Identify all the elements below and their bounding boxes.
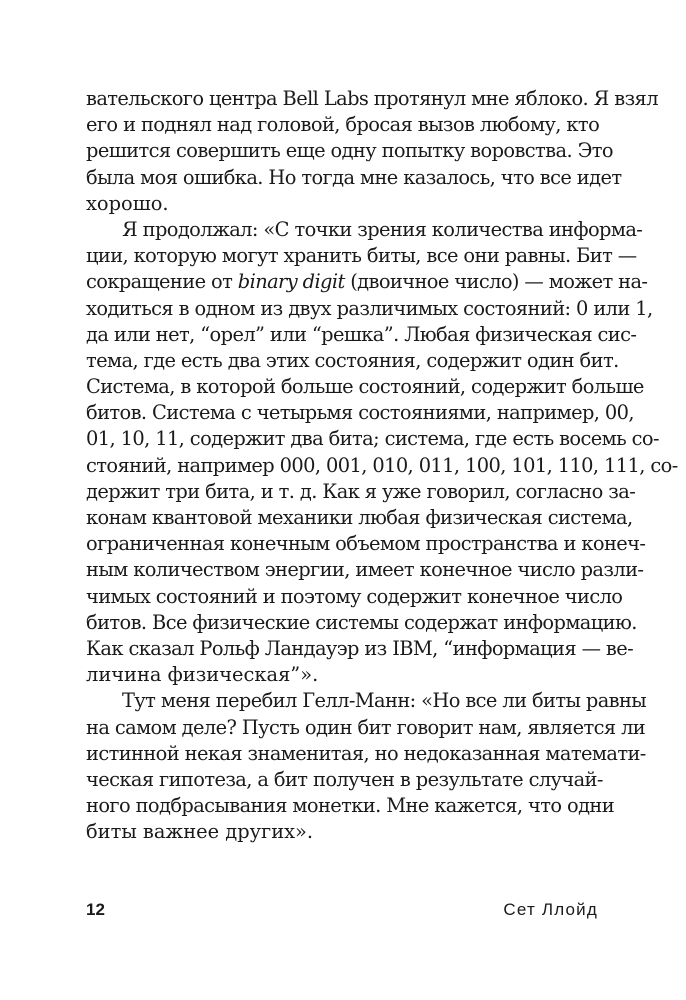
text-line: Как сказал Рольф Ландауэр из IBM, “информация — ве- bbox=[86, 636, 634, 660]
italic-term: binary digit bbox=[237, 270, 345, 294]
page-number: 12 bbox=[86, 900, 105, 919]
text-line: 01, 10, 11, содержит два бита; система, где есть восемь со- bbox=[86, 427, 659, 451]
text-line: вательского центра Bell Labs протянул мне яблоко. Я взял bbox=[86, 87, 658, 110]
text-line: ческая гипотеза, а бит получен в результате случай- bbox=[86, 767, 603, 791]
text-line: Система, в которой больше состояний, содержит больше bbox=[86, 375, 644, 399]
text-line: биты важнее других». bbox=[86, 820, 314, 844]
text-line: битов. Система с четырьмя состояниями, например, 00, bbox=[86, 401, 634, 425]
text-line: была моя ошибка. Но тогда мне казалось, что все идет bbox=[86, 165, 622, 189]
body-text bbox=[86, 86, 678, 845]
text-line: тема, где есть два этих состояния, содержит один бит. bbox=[86, 348, 619, 372]
text-line: держит три бита, и т. д. Как я уже говорил, согласно за- bbox=[86, 479, 636, 503]
text-line: истинной некая знаменитая, но недоказанная математи- bbox=[86, 741, 646, 765]
text-line: ции, которую могут хранить биты, все они равны. Бит — bbox=[86, 244, 637, 268]
text-line: хорошо. bbox=[86, 191, 169, 215]
text-line: конам квантовой механики любая физическая система, bbox=[86, 506, 633, 529]
text-line: Я продолжал: «С точки зрения количества информа- bbox=[122, 217, 643, 241]
text-line-with-italic: сокращение от binary digit (двоичное число) — может на- bbox=[86, 270, 648, 294]
text-line: на самом деле? Пусть один бит говорит нам, является ли bbox=[86, 715, 646, 739]
running-header-author: Сет Ллойд bbox=[503, 900, 598, 919]
text-line: его и поднял над головой, бросая вызов любому, кто bbox=[86, 113, 600, 137]
text-line: личина физическая”». bbox=[86, 663, 319, 687]
text-line: битов. Все физические системы содержат информацию. bbox=[86, 610, 637, 634]
text-line: Тут меня перебил Гелл-Манн: «Но все ли биты равны bbox=[122, 689, 647, 713]
text-line: ограниченная конечным объемом пространства и конеч- bbox=[86, 532, 646, 556]
text-line: ходиться в одном из двух различимых состояний: 0 или 1, bbox=[86, 296, 653, 320]
text-line: ного подбрасывания монетки. Мне кажется, что одни bbox=[86, 794, 615, 818]
text-line: чимых состояний и поэтому содержит конечное число bbox=[86, 584, 623, 608]
text-line: да или нет, “орел” или “решка”. Любая физическая сис- bbox=[86, 322, 637, 346]
page-footer bbox=[86, 900, 598, 930]
text-line: ным количеством энергии, имеет конечное число разли- bbox=[86, 558, 644, 582]
text-line: решится совершить еще одну попытку воровства. Это bbox=[86, 139, 614, 163]
text-line: стояний, например 000, 001, 010, 011, 100, 101, 110, 111, со- bbox=[86, 453, 678, 477]
